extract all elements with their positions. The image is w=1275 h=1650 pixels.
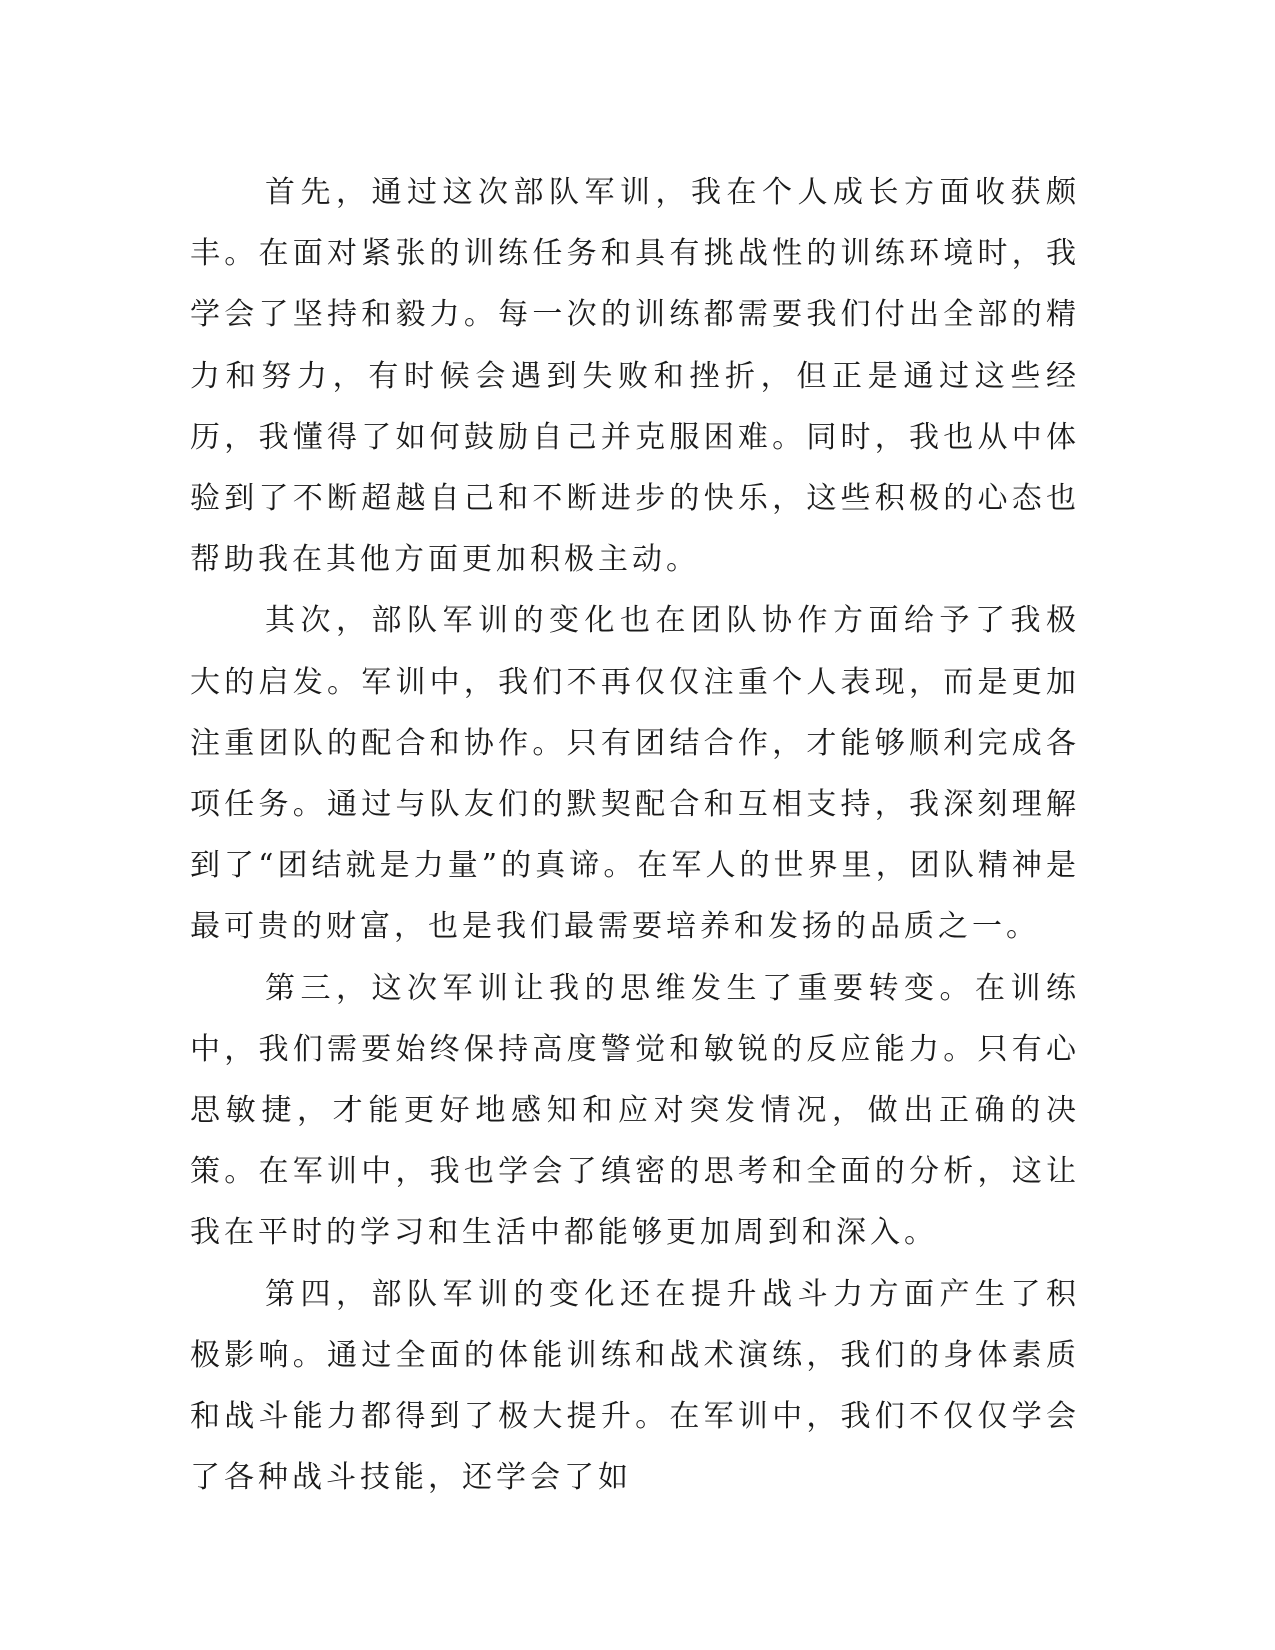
paragraph-personal-growth: 首先，通过这次部队军训，我在个人成长方面收获颇丰。在面对紧张的训练任务和具有挑战性的训练环境时，我学会了坚持和毅力。每一次的训练都需要我们付出全部的精力和努力，有时候会遇到失败和挫折，但正是通过这些经历，我懂得了如何鼓励自己并克服困难。同时，我也从中体验到了不断超越自己和不断进步的快乐，这些积极的心态也帮助我在其他方面更加积极主动。 bbox=[190, 175, 1080, 578]
document-body bbox=[190, 162, 1080, 1508]
paragraph-combat-ability: 第四，部队军训的变化还在提升战斗力方面产生了积极影响。通过全面的体能训练和战术演练，我们的身体素质和战斗能力都得到了极大提升。在军训中，我们不仅仅学会了各种战斗技能，还学会了如 bbox=[190, 1276, 1080, 1496]
paragraph-teamwork: 其次，部队军训的变化也在团队协作方面给予了我极大的启发。军训中，我们不再仅仅注重个人表现，而是更加注重团队的配合和协作。只有团结合作，才能够顺利完成各项任务。通过与队友们的默契配合和互相支持，我深刻理解到了“团结就是力量”的真谛。在军人的世界里，团队精神是最可贵的财富，也是我们最需要培养和发扬的品质之一。 bbox=[190, 603, 1080, 945]
paragraph-thinking-change: 第三，这次军训让我的思维发生了重要转变。在训练中，我们需要始终保持高度警觉和敏锐的反应能力。只有心思敏捷，才能更好地感知和应对突发情况，做出正确的决策。在军训中，我也学会了缜密的思考和全面的分析，这让我在平时的学习和生活中都能够更加周到和深入。 bbox=[190, 970, 1080, 1251]
